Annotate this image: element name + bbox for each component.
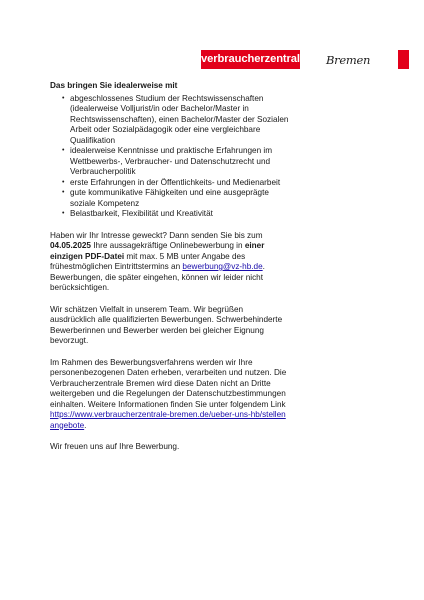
application-text: Ihre aussagekräftige Onlinebewerbung in [90,241,245,250]
application-paragraph [50,231,290,294]
email-link[interactable]: bewerbung@vz-hb.de [182,262,263,271]
application-text: . Bewerbungen, die später eingehen, können wir leider nicht berücksichtigen. [50,262,265,292]
list-item: • idealerweise Kenntnisse und praktische Erfahrungen im Wettbewerbs-, Verbraucher- und Datenschutzrecht und Verbraucherpolitik [62,146,290,178]
verbraucherzentrale-logo: verbraucherzentrale [201,50,300,69]
city-wordmark: Bremen [326,53,371,67]
pdf-requirement: einer einzigen PDF-Datei [50,241,265,261]
closing-line: Wir freuen uns auf Ihre Bewerbung. [50,442,180,451]
careers-link[interactable]: https://www.verbraucherzentrale-bremen.de/ueber-uns-hb/stellenangebote [50,410,286,430]
privacy-text: Im Rahmen des Bewerbungsverfahrens werden wir Ihre personenbezogenen Daten erheben, verarbeiten und nutzen. Die Verbraucherzentrale Bremen wird diese Daten nicht an Dritte weitergeben und die Regelungen der Datenschutzbestimmungen einhalten. Weitere Informationen finden Sie unter folgendem Link [50,357,287,409]
requirements-heading: Das bringen Sie idealerweise mit [50,81,178,90]
application-text: Haben wir Ihr Intresse geweckt? Dann senden Sie bis zum [50,230,263,240]
list-item: • abgeschlossenes Studium der Rechtswissenschaften (idealerweise Volljurist/in oder Bachelor/Master in Rechtswissenschaften), einen Bachelor/Master der Sozialen Arbeit oder Sozialpädagogik oder eine vergleichbare Qualifikation [62,94,290,147]
deadline-date: 04.05.2025 [50,241,91,250]
brand-bar [398,50,409,69]
list-item: • gute kommunikative Fähigkeiten und eine ausgeprägte soziale Kompetenz [62,188,290,209]
privacy-paragraph [50,358,290,432]
diversity-paragraph: Wir schätzen Vielfalt in unserem Team. Wir begrüßen ausdrücklich alle qualifizierten Bewerbungen. Schwerbehinderte Bewerberinnen und Bewerber werden bei gleicher Eignung bevorzugt. [50,304,283,345]
list-item: • erste Erfahrungen in der Öffentlichkeits- und Medienarbeit [62,178,290,189]
list-item: • Belastbarkeit, Flexibilität und Kreativität [62,209,290,220]
privacy-text: . [84,420,87,430]
application-text: mit max. 5 MB unter Angabe des frühestmöglichen Eintrittstermins an [50,251,246,271]
document-body [50,81,290,453]
requirements-list [50,94,290,220]
